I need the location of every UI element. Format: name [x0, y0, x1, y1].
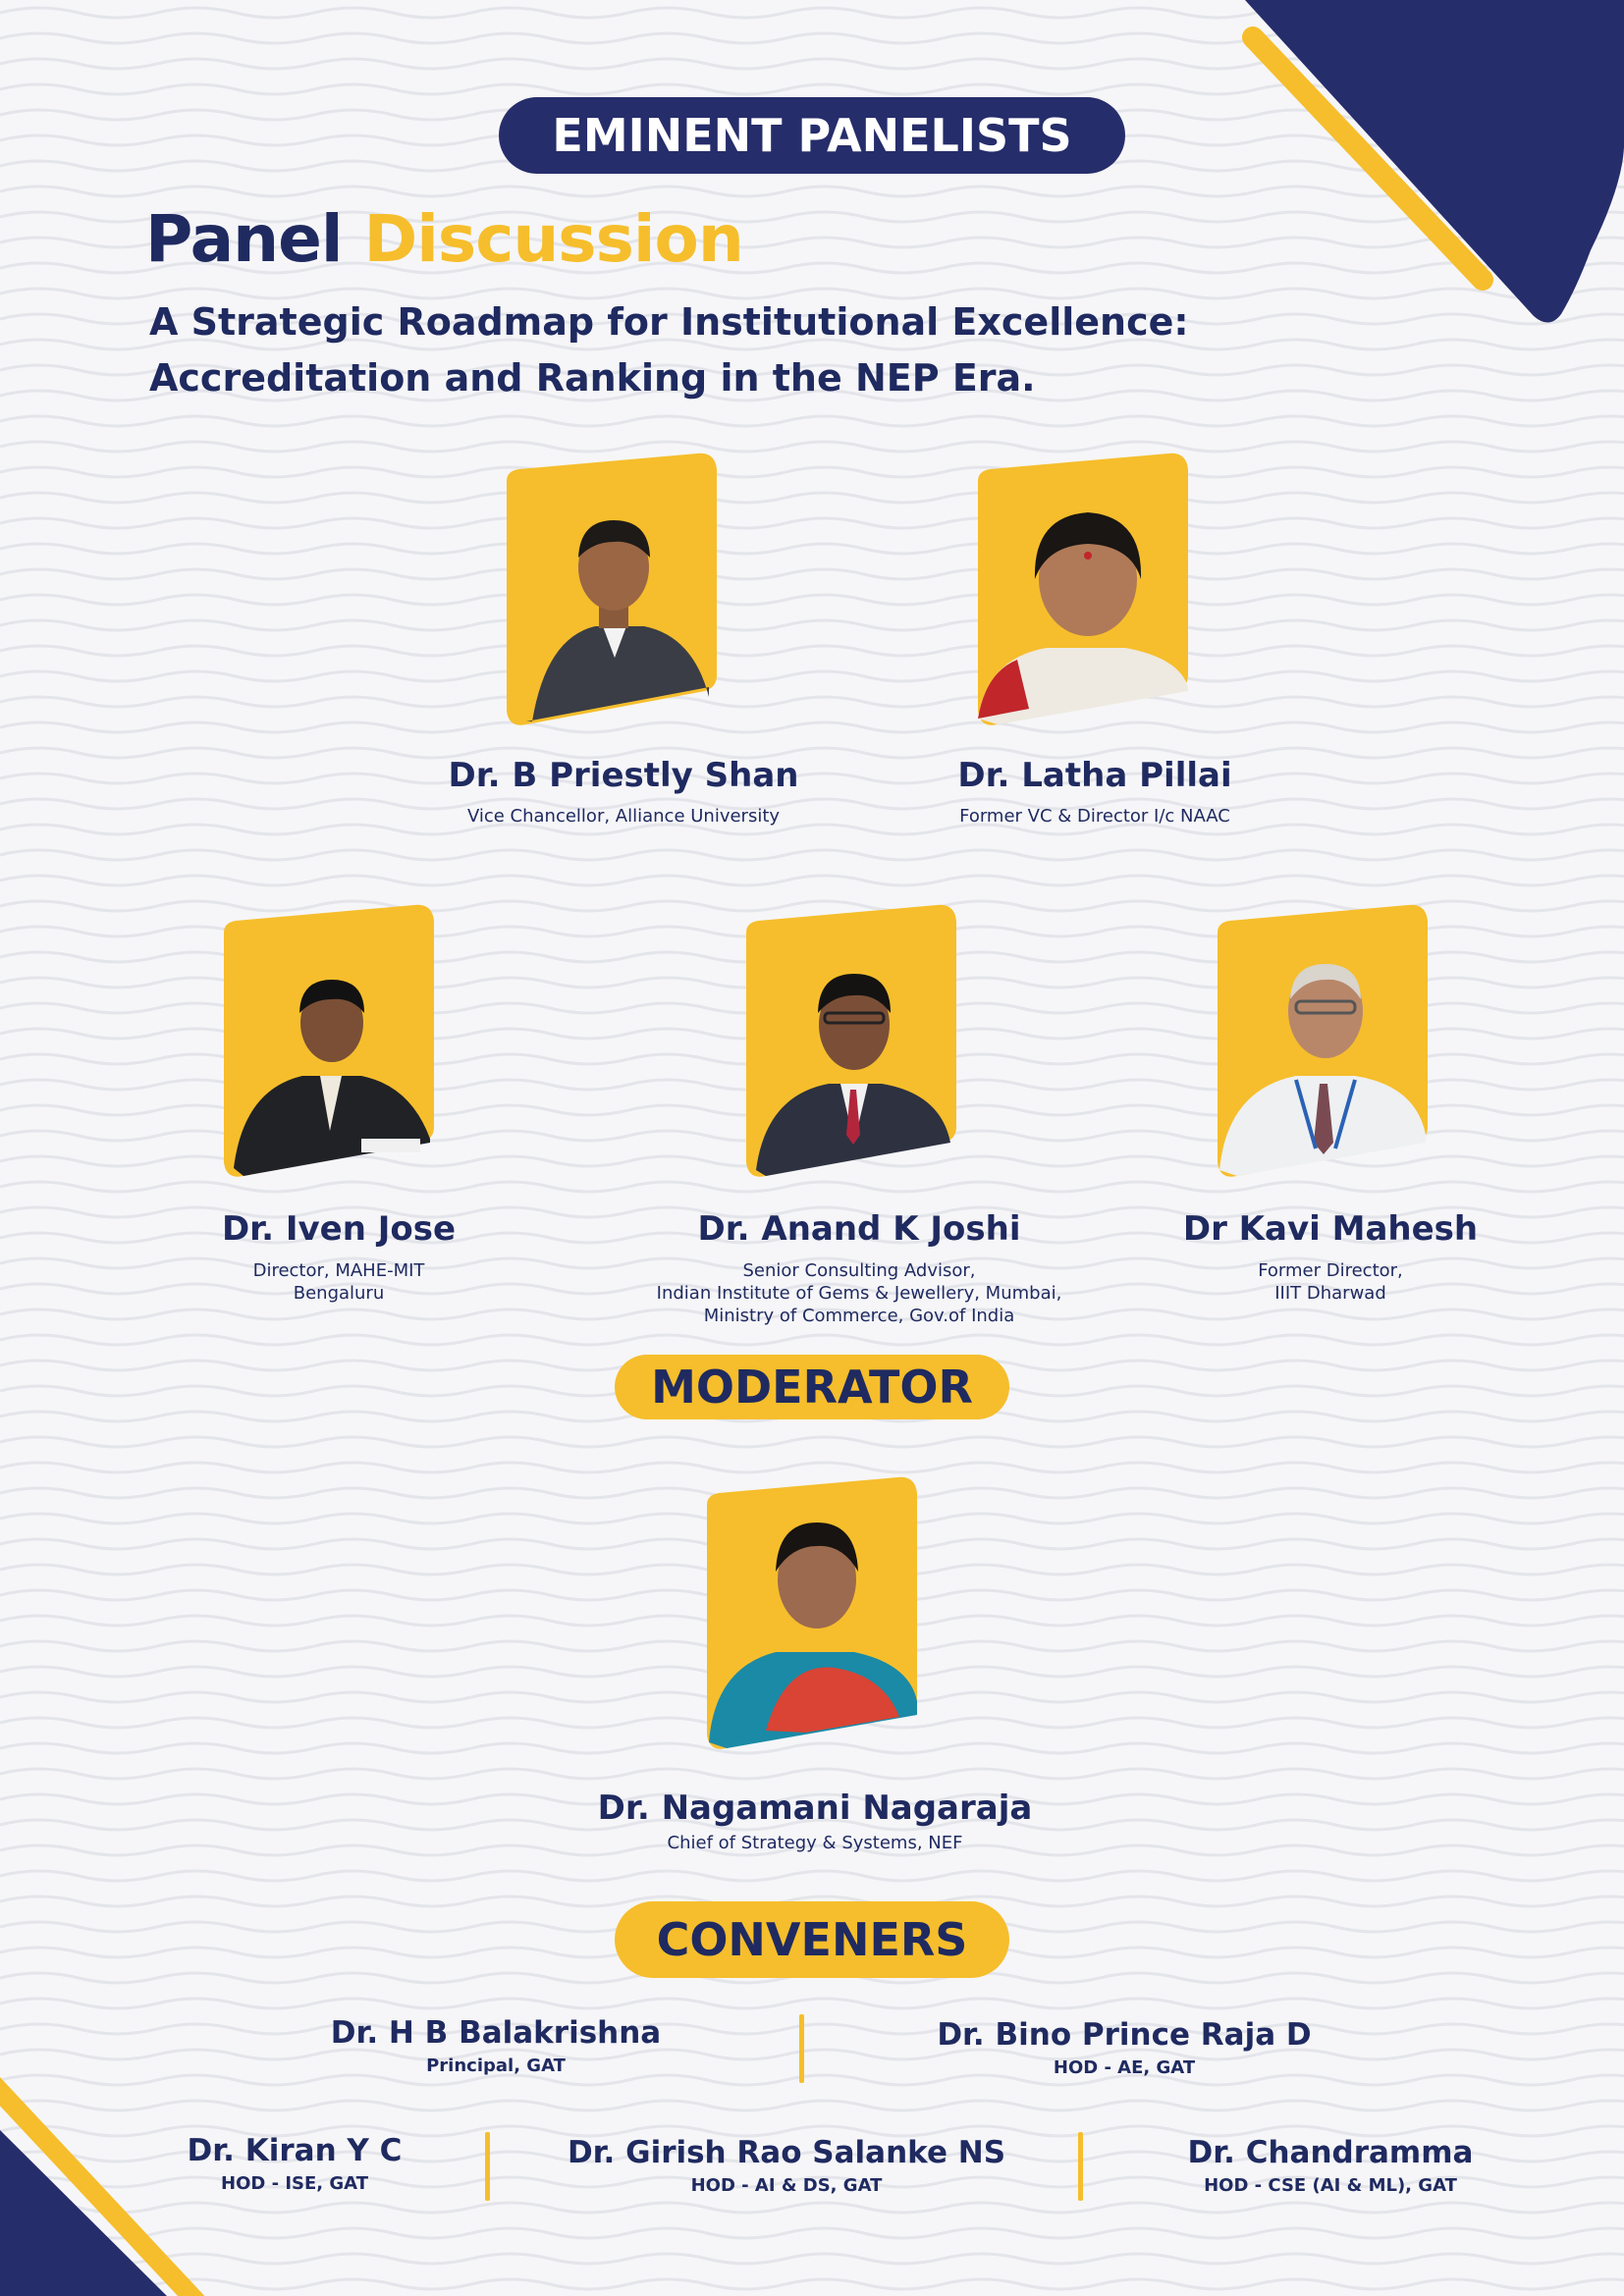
panelist-2-role: [884, 805, 1306, 828]
panelist-5-role-line-1: Former Director,: [1258, 1260, 1403, 1281]
convener-3-role: HOD - ISE, GAT: [221, 2173, 368, 2194]
moderator-role: Chief of Strategy & Systems, NEF: [667, 1833, 963, 1853]
eminent-panelists-badge: EMINENT PANELISTS: [499, 97, 1125, 174]
subtitle-line-2: Accreditation and Ranking in the NEP Era.: [149, 356, 1036, 400]
conveners-badge: CONVENERS: [615, 1901, 1009, 1978]
panelist-5-photo: [1198, 903, 1453, 1188]
moderator-photo: [687, 1470, 943, 1765]
convener-divider: [1078, 2132, 1083, 2201]
panelist-1-name: Dr. B Priestly Shan: [448, 756, 799, 795]
panelist-4-role-line-2: Indian Institute of Gems & Jewellery, Mumbai,: [656, 1283, 1062, 1304]
panelist-3-name: Dr. Iven Jose: [221, 1209, 457, 1249]
panelist-1-role: [412, 805, 835, 828]
panelist-5-name: Dr Kavi Mahesh: [1182, 1209, 1479, 1249]
panelist-4-role-line-1: Senior Consulting Advisor,: [742, 1260, 976, 1281]
panelist-1-role-line-1: Vice Chancellor, Alliance University: [466, 806, 781, 827]
panelist-4-role-line-3: Ministry of Commerce, Gov.of India: [703, 1306, 1015, 1326]
convener-4-name: Dr. Girish Rao Salanke NS: [567, 2135, 1006, 2170]
panelist-4-role: [609, 1259, 1110, 1327]
subtitle-line-1: A Strategic Roadmap for Institutional Excellence:: [149, 300, 1189, 344]
event-subtitle: [149, 294, 1327, 406]
moderator-badge: MODERATOR: [615, 1355, 1009, 1419]
panelist-4-photo: [727, 903, 982, 1188]
convener-divider: [799, 2014, 804, 2083]
convener-divider: [485, 2132, 490, 2201]
convener-4-role: HOD - AI & DS, GAT: [690, 2175, 883, 2196]
panelist-3-photo: [204, 903, 460, 1188]
panelist-4-name: Dr. Anand K Joshi: [697, 1209, 1021, 1249]
page-title: [145, 201, 743, 277]
panelist-2-role-line-1: Former VC & Director I/c NAAC: [959, 806, 1230, 827]
convener-5-name: Dr. Chandramma: [1187, 2135, 1474, 2170]
panelist-5-role-line-2: IIIT Dharwad: [1274, 1283, 1386, 1304]
corner-decoration-top-right: [1218, 0, 1624, 334]
panelist-1-photo: [487, 452, 742, 736]
convener-3-name: Dr. Kiran Y C: [187, 2133, 403, 2168]
title-discussion: Discussion: [363, 201, 743, 277]
convener-1-name: Dr. H B Balakrishna: [330, 2015, 662, 2051]
convener-1-role: Principal, GAT: [426, 2056, 566, 2076]
panelist-2-photo: [958, 452, 1214, 736]
panelist-5-role: [1119, 1259, 1542, 1305]
title-panel: Panel: [145, 201, 343, 277]
panelist-3-role-line-2: Bengaluru: [293, 1283, 385, 1304]
moderator-name: Dr. Nagamani Nagaraja: [597, 1789, 1033, 1828]
panelist-3-role: [128, 1259, 550, 1305]
convener-5-role: HOD - CSE (AI & ML), GAT: [1204, 2175, 1457, 2196]
convener-2-name: Dr. Bino Prince Raja D: [937, 2017, 1312, 2053]
convener-2-role: HOD - AE, GAT: [1053, 2057, 1196, 2078]
panelist-2-name: Dr. Latha Pillai: [957, 756, 1232, 795]
panelist-3-role-line-1: Director, MAHE-MIT: [252, 1260, 425, 1281]
